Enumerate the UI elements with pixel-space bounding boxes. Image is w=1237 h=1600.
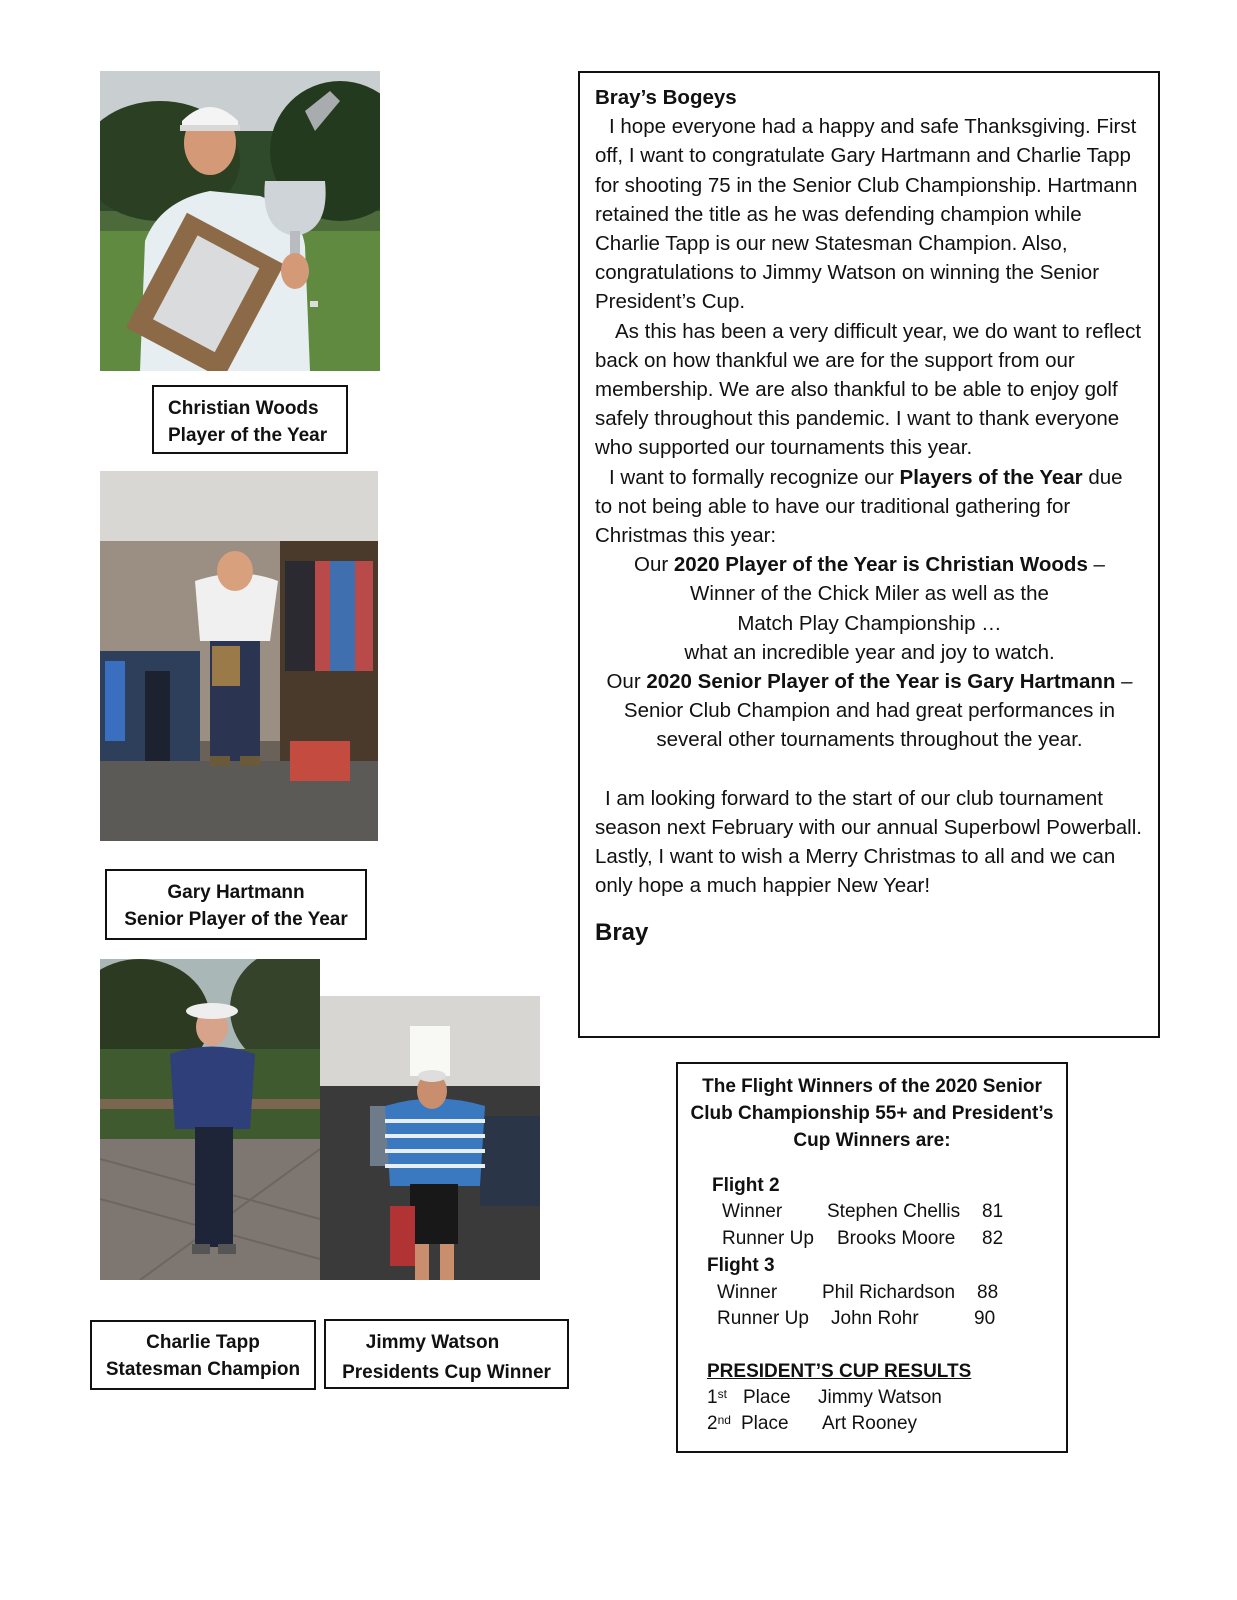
- photo-jimmy-watson: [320, 996, 540, 1280]
- photo-christian-woods: [100, 71, 380, 371]
- caption-title: Statesman Champion: [105, 1359, 301, 1380]
- article-paragraph: As this has been a very difficult year, we do want to reflect back on how thankful we are for the support from our membership. We are also thankful to be able to enjoy golf safely throughout this pandemic. I want to thank everyone who supported our tournaments this year.: [595, 319, 1142, 460]
- caption-title: Presidents Cup Winner: [342, 1362, 551, 1383]
- senior-player-of-year-detail: several other tournaments throughout the year.: [656, 728, 1083, 752]
- caption-christian-woods: [152, 385, 348, 454]
- senior-player-of-year-detail: Senior Club Champion and had great performances in: [623, 699, 1116, 723]
- player-of-year-detail: Match Play Championship …: [737, 611, 1002, 635]
- presidents-cup-heading: PRESIDENT’S CUP RESULTS: [707, 1361, 972, 1382]
- photo-gary-hartmann: [100, 471, 378, 841]
- player-of-year-line: Our 2020 Player of the Year is Christian Woods –: [634, 553, 1105, 577]
- caption-jimmy-watson: [324, 1319, 569, 1389]
- caption-title: Player of the Year: [168, 425, 328, 446]
- player-of-year-detail: what an incredible year and joy to watch.: [684, 640, 1055, 664]
- caption-charlie-tapp: [90, 1320, 316, 1390]
- article-brays-bogeys: [578, 71, 1160, 1038]
- flight-heading: Flight 3: [707, 1255, 775, 1276]
- caption-name: Christian Woods: [168, 398, 319, 419]
- photo-charlie-tapp: [100, 959, 320, 1280]
- caption-name: Gary Hartmann: [167, 882, 305, 903]
- results-heading: The Flight Winners of the 2020 Senior Club Championship 55+ and President’s Cup Winners are:: [690, 1076, 1054, 1151]
- article-title: Bray’s Bogeys: [595, 86, 737, 109]
- caption-gary-hartmann: [105, 869, 367, 940]
- article-paragraph: I am looking forward to the start of our club tournament season next February with our annual Superbowl Powerball. Lastly, I want to wish a Merry Christmas to all and we can only hope a much happier New Year!: [595, 786, 1142, 898]
- article-signature: Bray: [595, 919, 649, 947]
- flight-heading: Flight 2: [712, 1175, 780, 1196]
- player-of-year-detail: Winner of the Chick Miler as well as the: [690, 582, 1049, 606]
- caption-name: Jimmy Watson: [365, 1332, 500, 1353]
- caption-title: Senior Player of the Year: [124, 909, 348, 930]
- flight-winners-box: The Flight Winners of the 2020 Senior Club Championship 55+ and President’s Cup Winners are: Flight 2 Winner Stephen Chellis 81 Runner Up Brooks Moore 82 Flight 3 Winner Phil Richardson 88 Runner Up John Rohr 90 PRESIDENT’S CUP RESULTS 1st Place Jimmy Watson 2nd Place Art Rooney: [676, 1062, 1068, 1453]
- article-paragraph: I want to formally recognize our Players of the Year due to not being able to have our traditional gathering for Christmas this year:: [595, 465, 1123, 548]
- caption-name: Charlie Tapp: [146, 1332, 260, 1353]
- article-paragraph: I hope everyone had a happy and safe Thanksgiving. First off, I want to congratulate Gary Hartmann and Charlie Tapp for shooting 75 in the Senior Club Championship. Hartmann retained the title as he was defending champion while Charlie Tapp is our new Statesman Champion. Also, congratulations to Jimmy Watson on winning the Senior President’s Cup.: [595, 115, 1138, 314]
- senior-player-of-year-line: Our 2020 Senior Player of the Year is Gary Hartmann –: [606, 670, 1133, 694]
